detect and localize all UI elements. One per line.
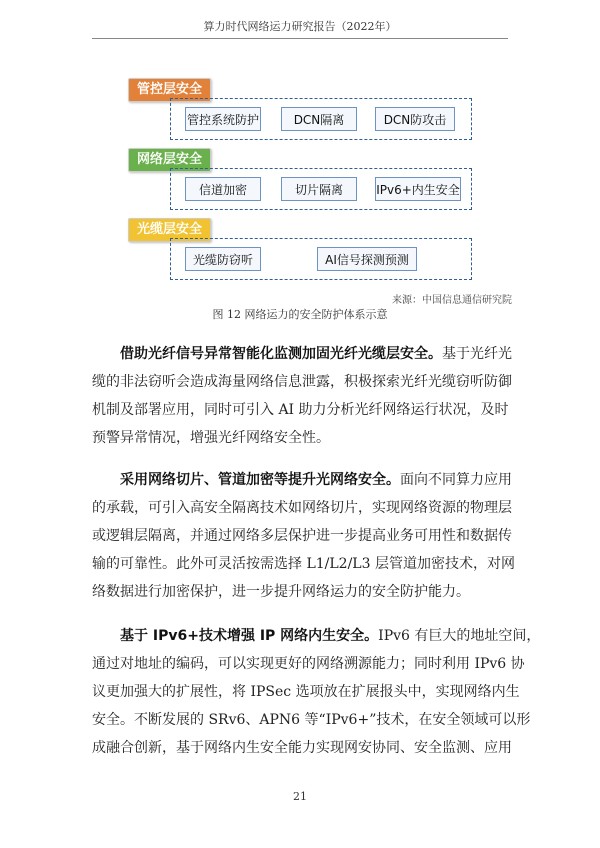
layer-box-optical <box>170 238 472 280</box>
paragraph-optical-lead: 借助光纤信号异常智能化监测加固光纤光缆层安全。 <box>120 346 442 362</box>
item-network-2: 切片隔离 <box>281 177 357 201</box>
layer-box-control <box>170 98 472 140</box>
item-network-3: IPv6+内生安全 <box>375 177 461 201</box>
header-rule <box>92 38 508 39</box>
security-diagram <box>128 72 476 284</box>
layer-title-optical: 光缆层安全 <box>128 218 211 242</box>
paragraph-ipv6-lead: 基于 IPv6+技术增强 IP 网络内生安全。 <box>120 628 379 644</box>
item-network-1: 信道加密 <box>185 177 261 201</box>
item-optical-1: 光缆防窃听 <box>185 247 261 271</box>
layer-box-network <box>170 168 472 210</box>
figure-caption: 图 12 网络运力的安全防护体系示意 <box>212 308 388 321</box>
paragraph-ipv6: 基于 IPv6+技术增强 IP 网络内生安全。IPv6 有巨大的地址空间， 通过对地址的编码，可以实现更好的网络溯源能力；同时利用 IPv6 协 议更加强大的扩展性，将 IPSec 选项放在扩展报头中，实现网络内生 安全。不断发展的 SRv6、APN6 等“IPv6+”技术，在安全领域可以形 成融合创新，基于网络内生安全能力实现网安协同、安全监测、应用 <box>92 628 541 756</box>
item-control-3: DCN防攻击 <box>375 107 455 131</box>
page-header: 算力时代网络运力研究报告（2022年） <box>203 20 397 33</box>
paragraph-slicing-lead: 采用网络切片、管道加密等提升光网络安全。 <box>120 472 400 488</box>
layer-title-network: 网络层安全 <box>128 148 211 172</box>
layer-title-control: 管控层安全 <box>128 78 211 102</box>
figure-source: 来源：中国信息通信研究院 <box>392 295 512 306</box>
paragraph-optical: 借助光纤信号异常智能化监测加固光纤光缆层安全。基于光纤光 缆的非法窃听会造成海量网络信息泄露，积极探索光纤光缆窃听防御 机制及部署应用，同时可引入 AI 助力分析光纤网络运行状况，及时 预警异常情况，增强光纤网络安全性。 <box>92 346 512 446</box>
page-number: 21 <box>293 790 307 803</box>
paragraph-slicing: 采用网络切片、管道加密等提升光网络安全。面向不同算力应用 的承载，可引入高安全隔离技术如网络切片，实现网络资源的物理层 或逻辑层隔离，并通过网络多层保护进一步提高业务可用性和数据传 输的可靠性。此外可灵活按需选择 L1/L2/L3 层管道加密技术，对网 络数据进行加密保护，进一步提升网络运力的安全防护能力。 <box>92 472 515 600</box>
item-optical-2: AI信号探测预测 <box>317 247 417 271</box>
item-control-2: DCN隔离 <box>281 107 357 131</box>
item-control-1: 管控系统防护 <box>185 107 261 131</box>
